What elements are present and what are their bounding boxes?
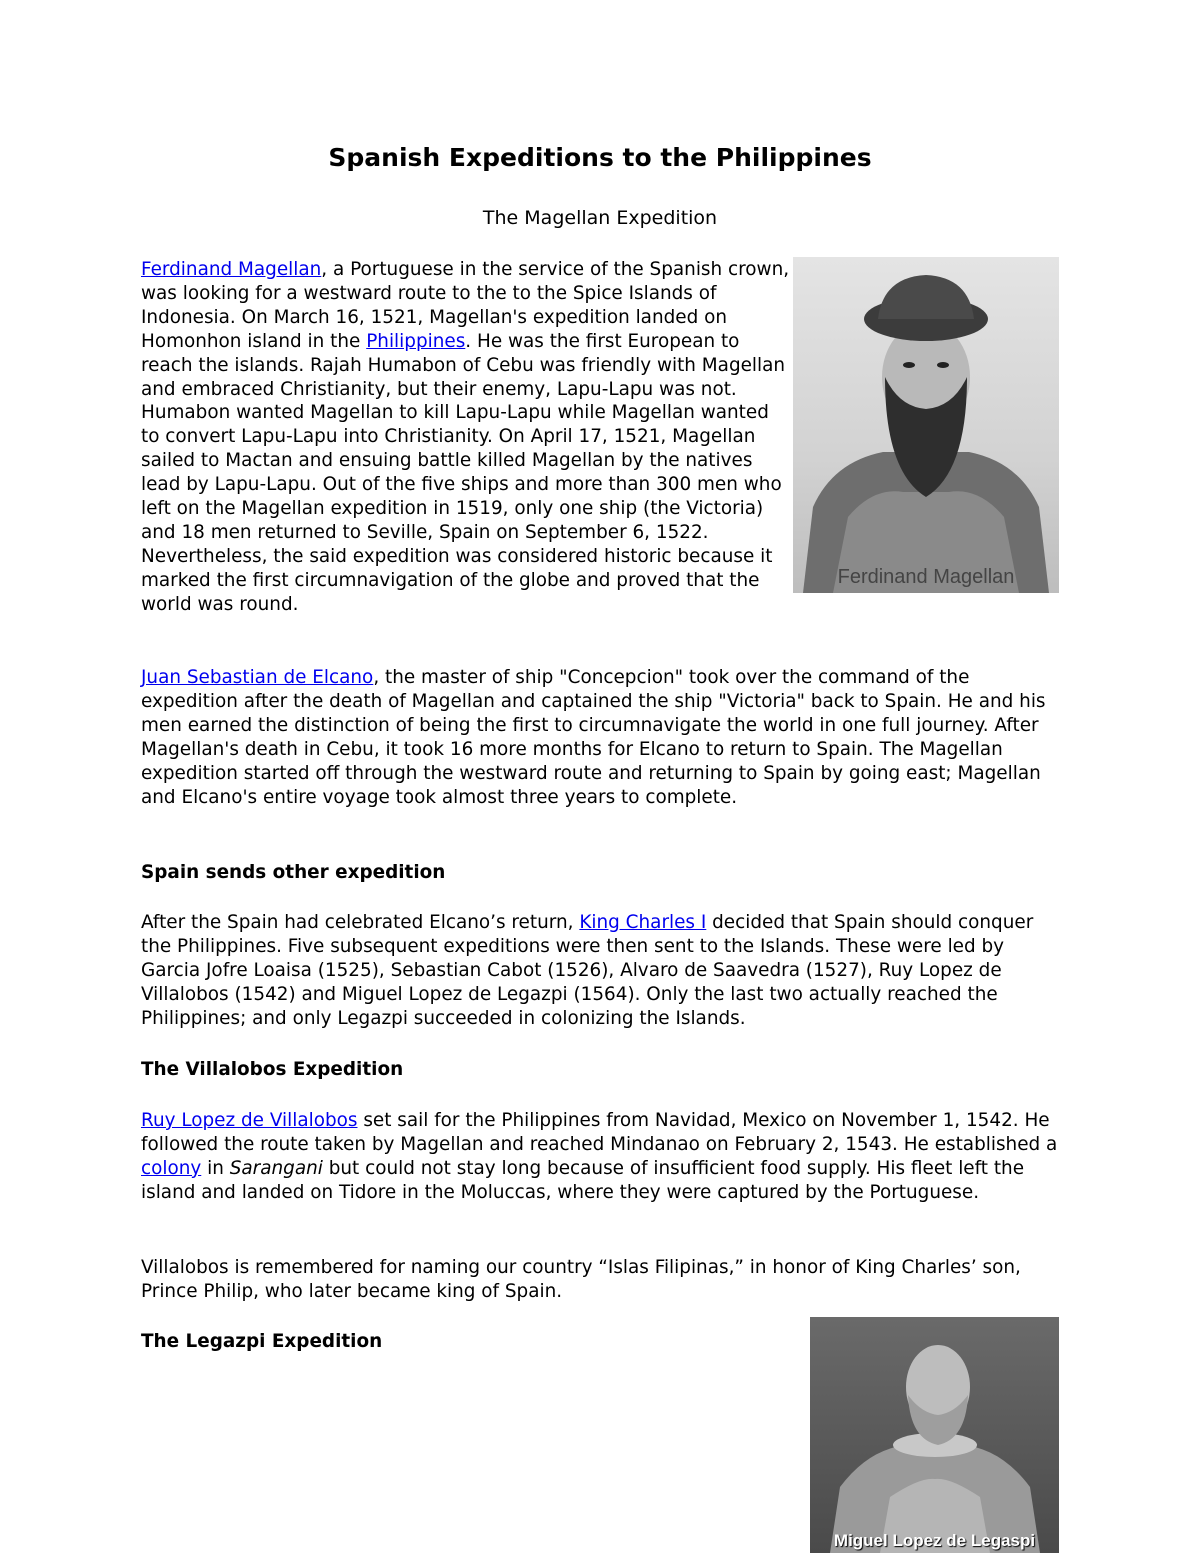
heading-villalobos-expedition: The Villalobos Expedition: [141, 1059, 404, 1080]
link-colony[interactable]: colony: [141, 1157, 202, 1179]
legazpi-statue-illustration: [810, 1317, 1059, 1553]
paragraph-elcano: Juan Sebastian de Elcano, the master of ship "Concepcion" took over the command of the expedition after the death of Magellan and captained the ship "Victoria" back to Spain. He and his men earned the distinction of being the first to circumnavigate the world in one full journey. After Magellan's death in Cebu, it took 16 more months for Elcano to return to Spain. The Magellan expedition started off through the westward route and returning to Spain by going east; Magellan and Elcano's entire voyage took almost three years to complete.: [141, 667, 1046, 808]
paragraph-subsequent-expeditions: After the Spain had celebrated Elcano’s return, King Charles I decided that Spain should conquer the Philippines. Five subsequent expeditions were then sent to the Islands. These were led by Garcia Jofre Loaisa (1525), Sebastian Cabot (1526), Alvaro de Saavedra (1527), Ruy Lopez de Villalobos (1542) and Miguel Lopez de Legazpi (1564). Only the last two actually reached the Philippines; and only Legazpi succeeded in colonizing the Islands.: [141, 912, 1034, 1029]
paragraph-villalobos: Ruy Lopez de Villalobos set sail for the Philippines from Navidad, Mexico on November 1, 1542. He followed the route taken by Magellan and reached Mindanao on February 2, 1543. He established a colony in Sarangani but could not stay long because of insufficient food supply. His fleet left the island and landed on Tidore in the Moluccas, where they were captured by the Portuguese.: [141, 1110, 1058, 1203]
legazpi-statue-image: [810, 1317, 1059, 1553]
heading-spain-sends-other-expedition: Spain sends other expedition: [141, 862, 446, 883]
heading-legazpi-expedition: The Legazpi Expedition: [141, 1331, 383, 1352]
legazpi-caption: Miguel Lopez de Legaspi: [833, 1531, 1036, 1550]
link-ferdinand-magellan[interactable]: Ferdinand Magellan: [141, 259, 322, 280]
link-juan-sebastian-de-elcano[interactable]: Juan Sebastian de Elcano: [141, 667, 374, 688]
page-title: Spanish Expeditions to the Philippines: [328, 143, 872, 172]
magellan-portrait-image: [793, 257, 1059, 593]
link-king-charles-i[interactable]: King Charles I: [579, 912, 707, 933]
section-title-magellan: The Magellan Expedition: [482, 207, 718, 229]
link-philippines[interactable]: Philippines: [366, 330, 466, 352]
link-ruy-lopez-de-villalobos[interactable]: Ruy Lopez de Villalobos: [141, 1110, 358, 1131]
paragraph-islas-filipinas: Villalobos is remembered for naming our country “Islas Filipinas,” in honor of King Charles’ son, Prince Philip, who later became king of Spain.: [141, 1257, 1021, 1302]
magellan-caption: Ferdinand Magellan: [837, 566, 1015, 588]
magellan-portrait-illustration: [793, 257, 1059, 593]
paragraph-magellan: Ferdinand Magellan, a Portuguese in the service of the Spanish crown, was looking for a westward route to the to the Spice Islands of Indonesia. On March 16, 1521, Magellan's expedition landed on Homonhon island in the Philippines. He was the first European to reach the islands. Rajah Humabon of Cebu was friendly with Magellan and embraced Christianity, but their enemy, Lapu-Lapu was not. Humabon wanted Magellan to kill Lapu-Lapu while Magellan wanted to convert Lapu-Lapu into Christianity. On April 17, 1521, Magellan sailed to Mactan and ensuing battle killed Magellan by the natives lead by Lapu-Lapu. Out of the five ships and more than 300 men who left on the Magellan expedition in 1519, only one ship (the Victoria) and 18 men returned to Seville, Spain on September 6, 1522. Nevertheless, the said expedition was considered historic because it marked the first circumnavigation of the globe and proved that the world was round.: [141, 259, 790, 615]
